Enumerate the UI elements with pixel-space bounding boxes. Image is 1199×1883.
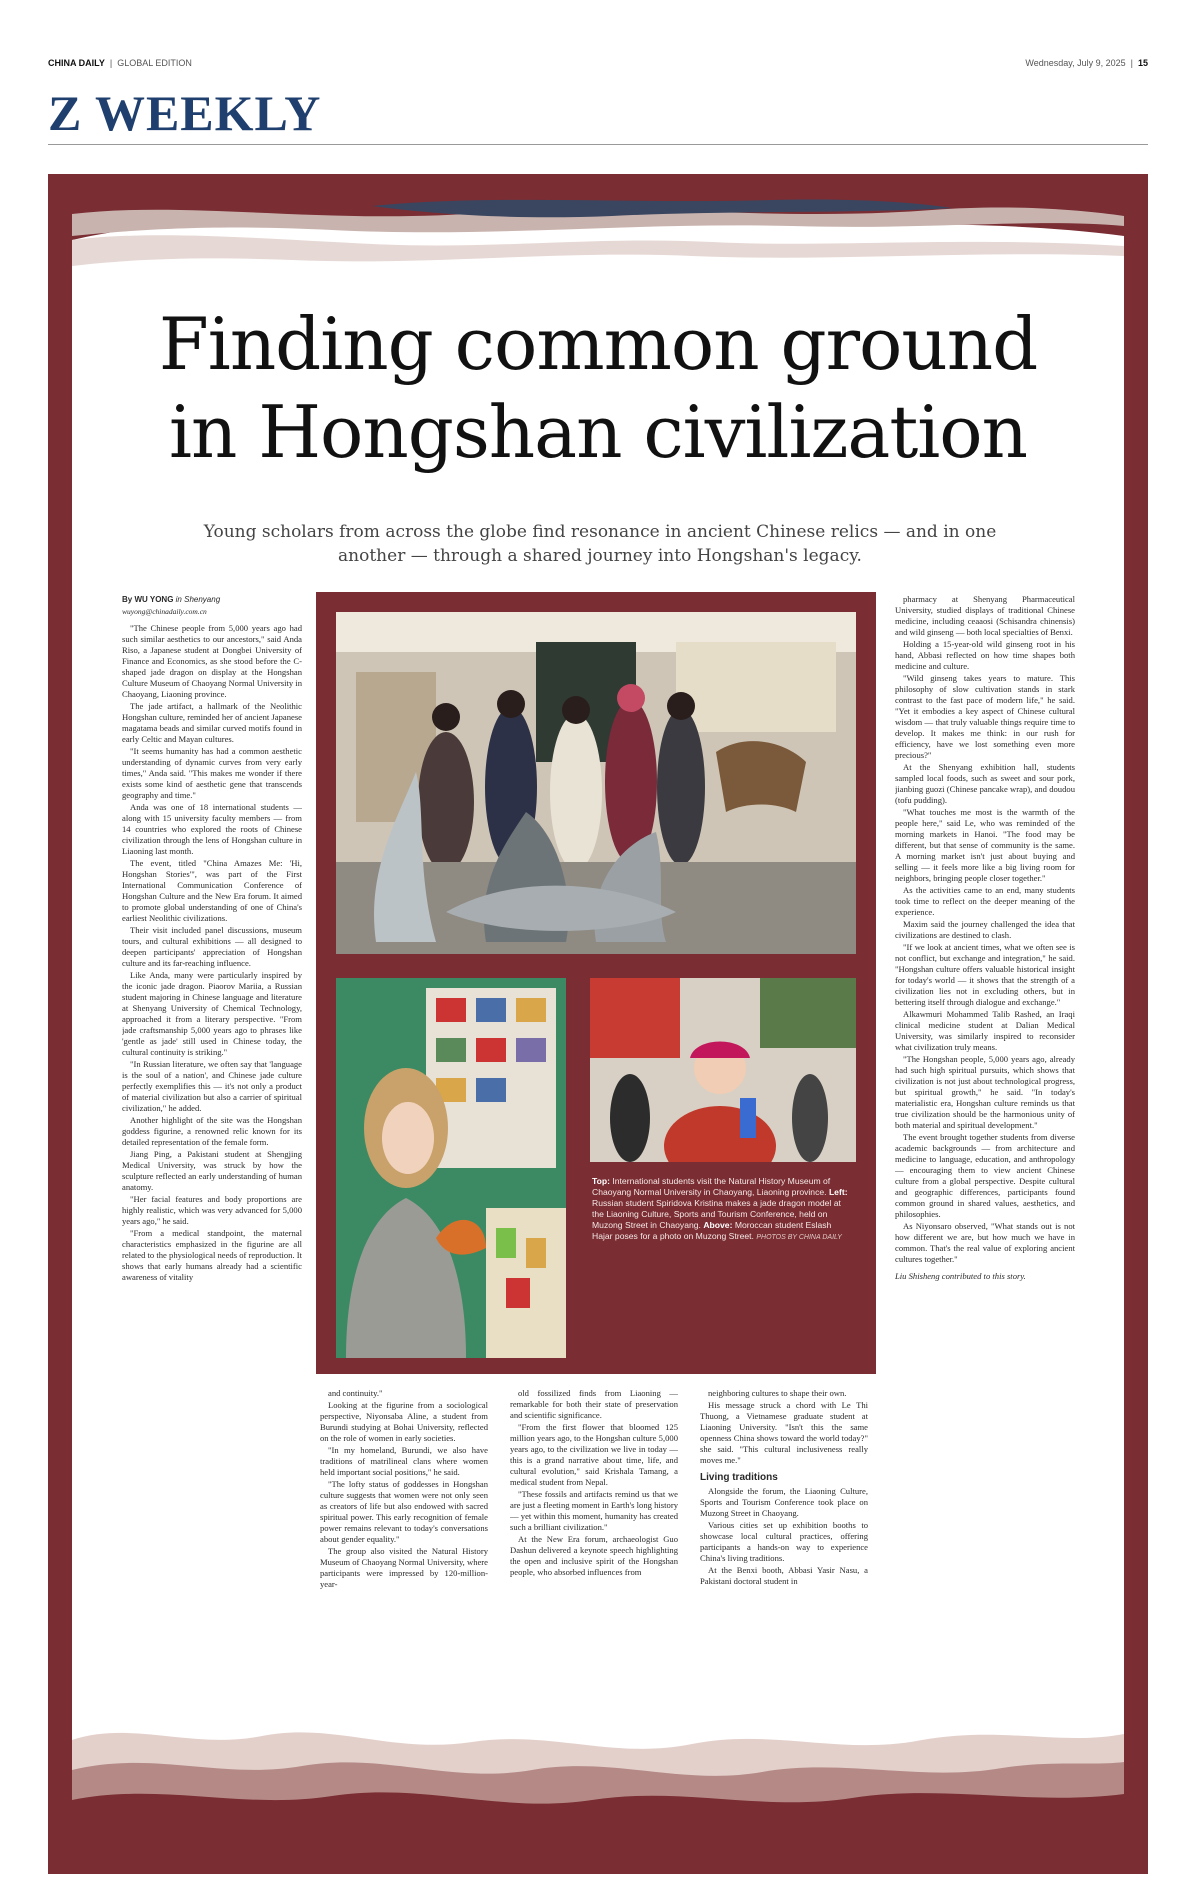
article-paragraph: "The Chinese people from 5,000 years ago had such similar aesthetics to our ancestors," said Anda Riso, a Japanese student at Dongbei University of Finance and Economics, as she stood before the C-shaped jade dragon on display at the Hongshan Culture Museum of Chaoyang Normal University in Chaoyang, Liaoning province. xyxy=(122,623,302,699)
column-2-body xyxy=(320,1388,488,1590)
edition-label: GLOBAL EDITION xyxy=(117,58,192,68)
article-paragraph: The group also visited the Natural History Museum of Chaoyang Normal University, where participants were impressed by 120-million-year- xyxy=(320,1546,488,1589)
article-paragraph: Alkawmuri Mohammed Talib Rashed, an Iraqi clinical medicine student at Dalian Medical University, was similarly inspired to reconsider what civilization truly means. xyxy=(895,1009,1075,1052)
article-paragraph: The event, titled "China Amazes Me: 'Hi, Hongshan Stories'", was part of the First International Communication Conference of Hongshan Culture and the New Era forum. It aimed to promote global understanding of one of China's earliest Neolithic civilizations. xyxy=(122,858,302,923)
headline-line-1: Finding common ground xyxy=(158,302,1038,386)
article-paragraph: At the New Era forum, archaeologist Guo Dashun delivered a keynote speech highlighting the open and inclusive spirit of the Hongshan people, who absorbed influences from xyxy=(510,1534,678,1577)
masthead-rule xyxy=(48,144,1148,145)
byline-email: wuyong@chinadaily.com.cn xyxy=(122,607,207,616)
photo-caption xyxy=(592,1176,854,1243)
article-paragraph: Anda was one of 18 international students — along with 15 university faculty members — from 14 countries who explored the roots of Chinese civilization through the lens of Hongshan culture in Liaoning last month. xyxy=(122,802,302,856)
article-paragraph: "The Hongshan people, 5,000 years ago, already had such high spiritual pursuits, which shows that civilization is not just about technological progress, but spiritual growth," he said. "In today's materialistic era, Hongshan culture reminds us that true civilization should be the harmonious unity of both material and spiritual development." xyxy=(895,1054,1075,1130)
article-paragraph: As the activities came to an end, many students took time to reflect on the deeper meaning of the experience. xyxy=(895,885,1075,917)
article-paragraph: Looking at the figurine from a sociological perspective, Niyonsaba Aline, a student from Burundi studying at Bohai University, reflected on the role of women in early societies. xyxy=(320,1400,488,1443)
article-column-5 xyxy=(895,594,1075,1674)
article-paragraph: The jade artifact, a hallmark of the Neolithic Hongshan culture, reminded her of ancient Japanese magatama beads and similar curved motifs found in early Celtic and Mayan cultures. xyxy=(122,701,302,744)
article-paragraph: "Her facial features and body proportions are highly realistic, which was very advanced for 5,000 years ago," he said. xyxy=(122,1194,302,1226)
article-paragraph: As Niyonsaro observed, "What stands out is not how different we are, but how much we have in common. That's the real value of exploring ancient cultures together." xyxy=(895,1221,1075,1264)
column-1-body xyxy=(122,623,302,1283)
photo-credit: PHOTOS BY CHINA DAILY xyxy=(756,1234,842,1241)
section-title: Z WEEKLY xyxy=(48,85,322,141)
caption-top-text: International students visit the Natural History Museum of Chaoyang Normal University in Chaoyang, Liaoning province. xyxy=(592,1176,831,1197)
street-portrait-photo xyxy=(590,978,856,1162)
standfirst: Young scholars from across the globe find resonance in ancient Chinese relics — and in one another — through a shared journey into Hongshan's legacy. xyxy=(203,522,997,566)
article-paragraph: old fossilized finds from Liaoning — remarkable for both their state of preservation and scientific significance. xyxy=(510,1388,678,1420)
article-paragraph: At the Shenyang exhibition hall, students sampled local foods, such as sweet and sour pork, jianbing guozi (Chinese pancake wrap), and doudou (tofu pudding). xyxy=(895,762,1075,805)
column-4-body xyxy=(700,1388,868,1466)
article-paragraph: "The lofty status of goddesses in Hongshan culture suggests that women were not only seen as creators of life but also endowed with sacred spiritual power. This early recognition of female power remains relevant to today's conversations about gender equality." xyxy=(320,1479,488,1544)
article-paragraph: "In my homeland, Burundi, we also have traditions of matrilineal clans where women held important social positions," he said. xyxy=(320,1445,488,1477)
jade-dragon-model-photo xyxy=(336,978,566,1358)
article-paragraph: "In Russian literature, we often say that 'language is the soul of a nation', and Chinese jade culture perfectly exemplifies this — it's not only a product of material civilization but also a carrier of spiritual civilization," he added. xyxy=(122,1059,302,1113)
masthead xyxy=(48,52,1148,72)
article-paragraph: At the Benxi booth, Abbasi Yasir Nasu, a Pakistani doctoral student in xyxy=(700,1565,868,1586)
article-column-4 xyxy=(700,1388,868,1680)
article-column-1 xyxy=(122,594,302,1674)
article-paragraph: "From the first flower that bloomed 125 million years ago, to the Hongshan culture 5,000 years ago, to the civilization we live in today — this is a grand narrative about time, life, and cultural evolution," said Krishala Tamang, a medical student from Nepal. xyxy=(510,1422,678,1487)
caption-top-label: Top: xyxy=(592,1176,610,1186)
article-paragraph: "From a medical standpoint, the maternal characteristics emphasized in the figurine are all related to the physiological needs of reproduction. It shows that early humans already had a scientific awareness of vitality xyxy=(122,1228,302,1282)
article-paragraph: Their visit included panel discussions, museum tours, and cultural exhibitions — all designed to deepen participants' appreciation of Hongshan culture and its far-reaching influence. xyxy=(122,925,302,968)
article-paragraph: and continuity." xyxy=(328,1388,383,1398)
contributor-credit: Liu Shisheng contributed to this story. xyxy=(895,1271,1026,1281)
subhead-living-traditions: Living traditions xyxy=(700,1472,778,1483)
masthead-left: CHINA DAILY | GLOBAL EDITION xyxy=(48,58,192,68)
article-paragraph: Jiang Ping, a Pakistani student at Shengjing Medical University, was struck by how the sculpture reflected an early understanding of human anatomy. xyxy=(122,1149,302,1192)
byline-author: By WU YONG xyxy=(122,595,174,604)
article-paragraph: "It seems humanity has had a common aesthetic understanding of dynamic curves from very early times," Anda said. "This makes me wonder if there exists some kind of aesthetic gene that transcends geography and time." xyxy=(122,746,302,800)
article-paragraph: "What touches me most is the warmth of the people here," said Le, who was reminded of the morning markets in Hanoi. "The food may be different, but that sense of community is the same. A morning market isn't just about buying and selling — it feels more like a big living room for neighbors, bringing people closer together." xyxy=(895,807,1075,883)
article-paragraph: Like Anda, many were particularly inspired by the iconic jade dragon. Piaorov Mariia, a Russian student majoring in Chinese language and literature at Shenyang University of Chemical Technology, approached it from a literary perspective. "From jade craftsmanship 5,000 years ago to phrases like 'gentle as jade' still used in Chinese today, the cultural continuity is striking." xyxy=(122,970,302,1057)
article-column-3 xyxy=(510,1388,678,1680)
caption-above-label: Above: xyxy=(703,1220,733,1230)
bottom-wave-decoration xyxy=(72,1710,1124,1850)
article-paragraph: Holding a 15-year-old wild ginseng root in his hand, Abbasi reflected on how time shapes both medicine and culture. xyxy=(895,639,1075,671)
caption-left-label: Left: xyxy=(828,1187,848,1197)
article-paragraph: neighboring cultures to shape their own. xyxy=(708,1388,847,1398)
article-paragraph: "If we look at ancient times, what we often see is not conflict, but exchange and integration," he said. "Hongshan culture offers valuable historical insight for today's world — it shows that the strength of a civilization lies not in excluding others, but in bettering itself through dialogue and exchange." xyxy=(895,942,1075,1007)
article-paragraph: The event brought together students from diverse academic backgrounds — from architecture and medicine to language, education, and anthropology — encouraging them to view ancient Chinese culture from a global perspective. Despite cultural and geographic differences, participants found common ground in shared values, aesthetics, and philosophies. xyxy=(895,1132,1075,1219)
article-paragraph: Maxim said the journey challenged the idea that civilizations are destined to clash. xyxy=(895,919,1075,940)
page-number: 15 xyxy=(1137,58,1148,68)
paper-name: CHINA DAILY xyxy=(48,58,105,68)
column-5-body xyxy=(895,594,1075,1265)
article-column-2 xyxy=(320,1388,488,1680)
byline xyxy=(122,594,302,605)
museum-visit-photo xyxy=(336,612,856,954)
caption-left-text: Russian student Spiridova Kristina makes a jade dragon model at the Liaoning Culture, Sports and Tourism Conference, held on Muzong Street in Chaoyang. xyxy=(592,1198,841,1230)
article-paragraph: Another highlight of the site was the Hongshan goddess figurine, a renowned relic known for its detailed representation of the female form. xyxy=(122,1115,302,1147)
article-paragraph: Alongside the forum, the Liaoning Culture, Sports and Tourism Conference took place on Muzong Street in Chaoyang. xyxy=(700,1486,868,1518)
caption-above-text: Moroccan student Eslash Hajar poses for a photo on Muzong Street. xyxy=(592,1220,832,1241)
masthead-right: Wednesday, July 9, 2025 | 15 xyxy=(1025,58,1148,68)
column-4-body-continued xyxy=(700,1486,868,1587)
article-paragraph: pharmacy at Shenyang Pharmaceutical University, studied displays of traditional Chinese medicine, including ceaaosi (Schisandra chinensis) and wild ginseng — both local specialties of Benxi. xyxy=(895,594,1075,637)
issue-date: Wednesday, July 9, 2025 xyxy=(1025,58,1126,68)
top-wave-decoration xyxy=(72,196,1124,280)
article-paragraph: Various cities set up exhibition booths to showcase local cultural practices, offering participants a hands-on way to experience China's living traditions. xyxy=(700,1520,868,1563)
article-paragraph: "Wild ginseng takes years to mature. This philosophy of slow cultivation stands in stark contrast to the fast pace of modern life," he said. "Yet it embodies a key aspect of Chinese cultural wisdom — that truly valuable things require time to develop. It makes me think: in our rush for efficiency, have we lost something even more precious?" xyxy=(895,673,1075,760)
article-paragraph: "These fossils and artifacts remind us that we are just a fleeting moment in Earth's long history — yet within this moment, humanity has created such a brilliant civilization." xyxy=(510,1489,678,1532)
byline-location: in Shenyang xyxy=(175,595,221,604)
headline-line-2: in Hongshan civilization xyxy=(168,390,1028,474)
column-3-body xyxy=(510,1388,678,1578)
headline xyxy=(72,300,1124,476)
article-paragraph: His message struck a chord with Le Thi Thuong, a Vietnamese graduate student at Liaoning University. "Isn't this the same openness China shows toward the world today?" she said. "This cultural inclusiveness really moves me." xyxy=(700,1400,868,1465)
